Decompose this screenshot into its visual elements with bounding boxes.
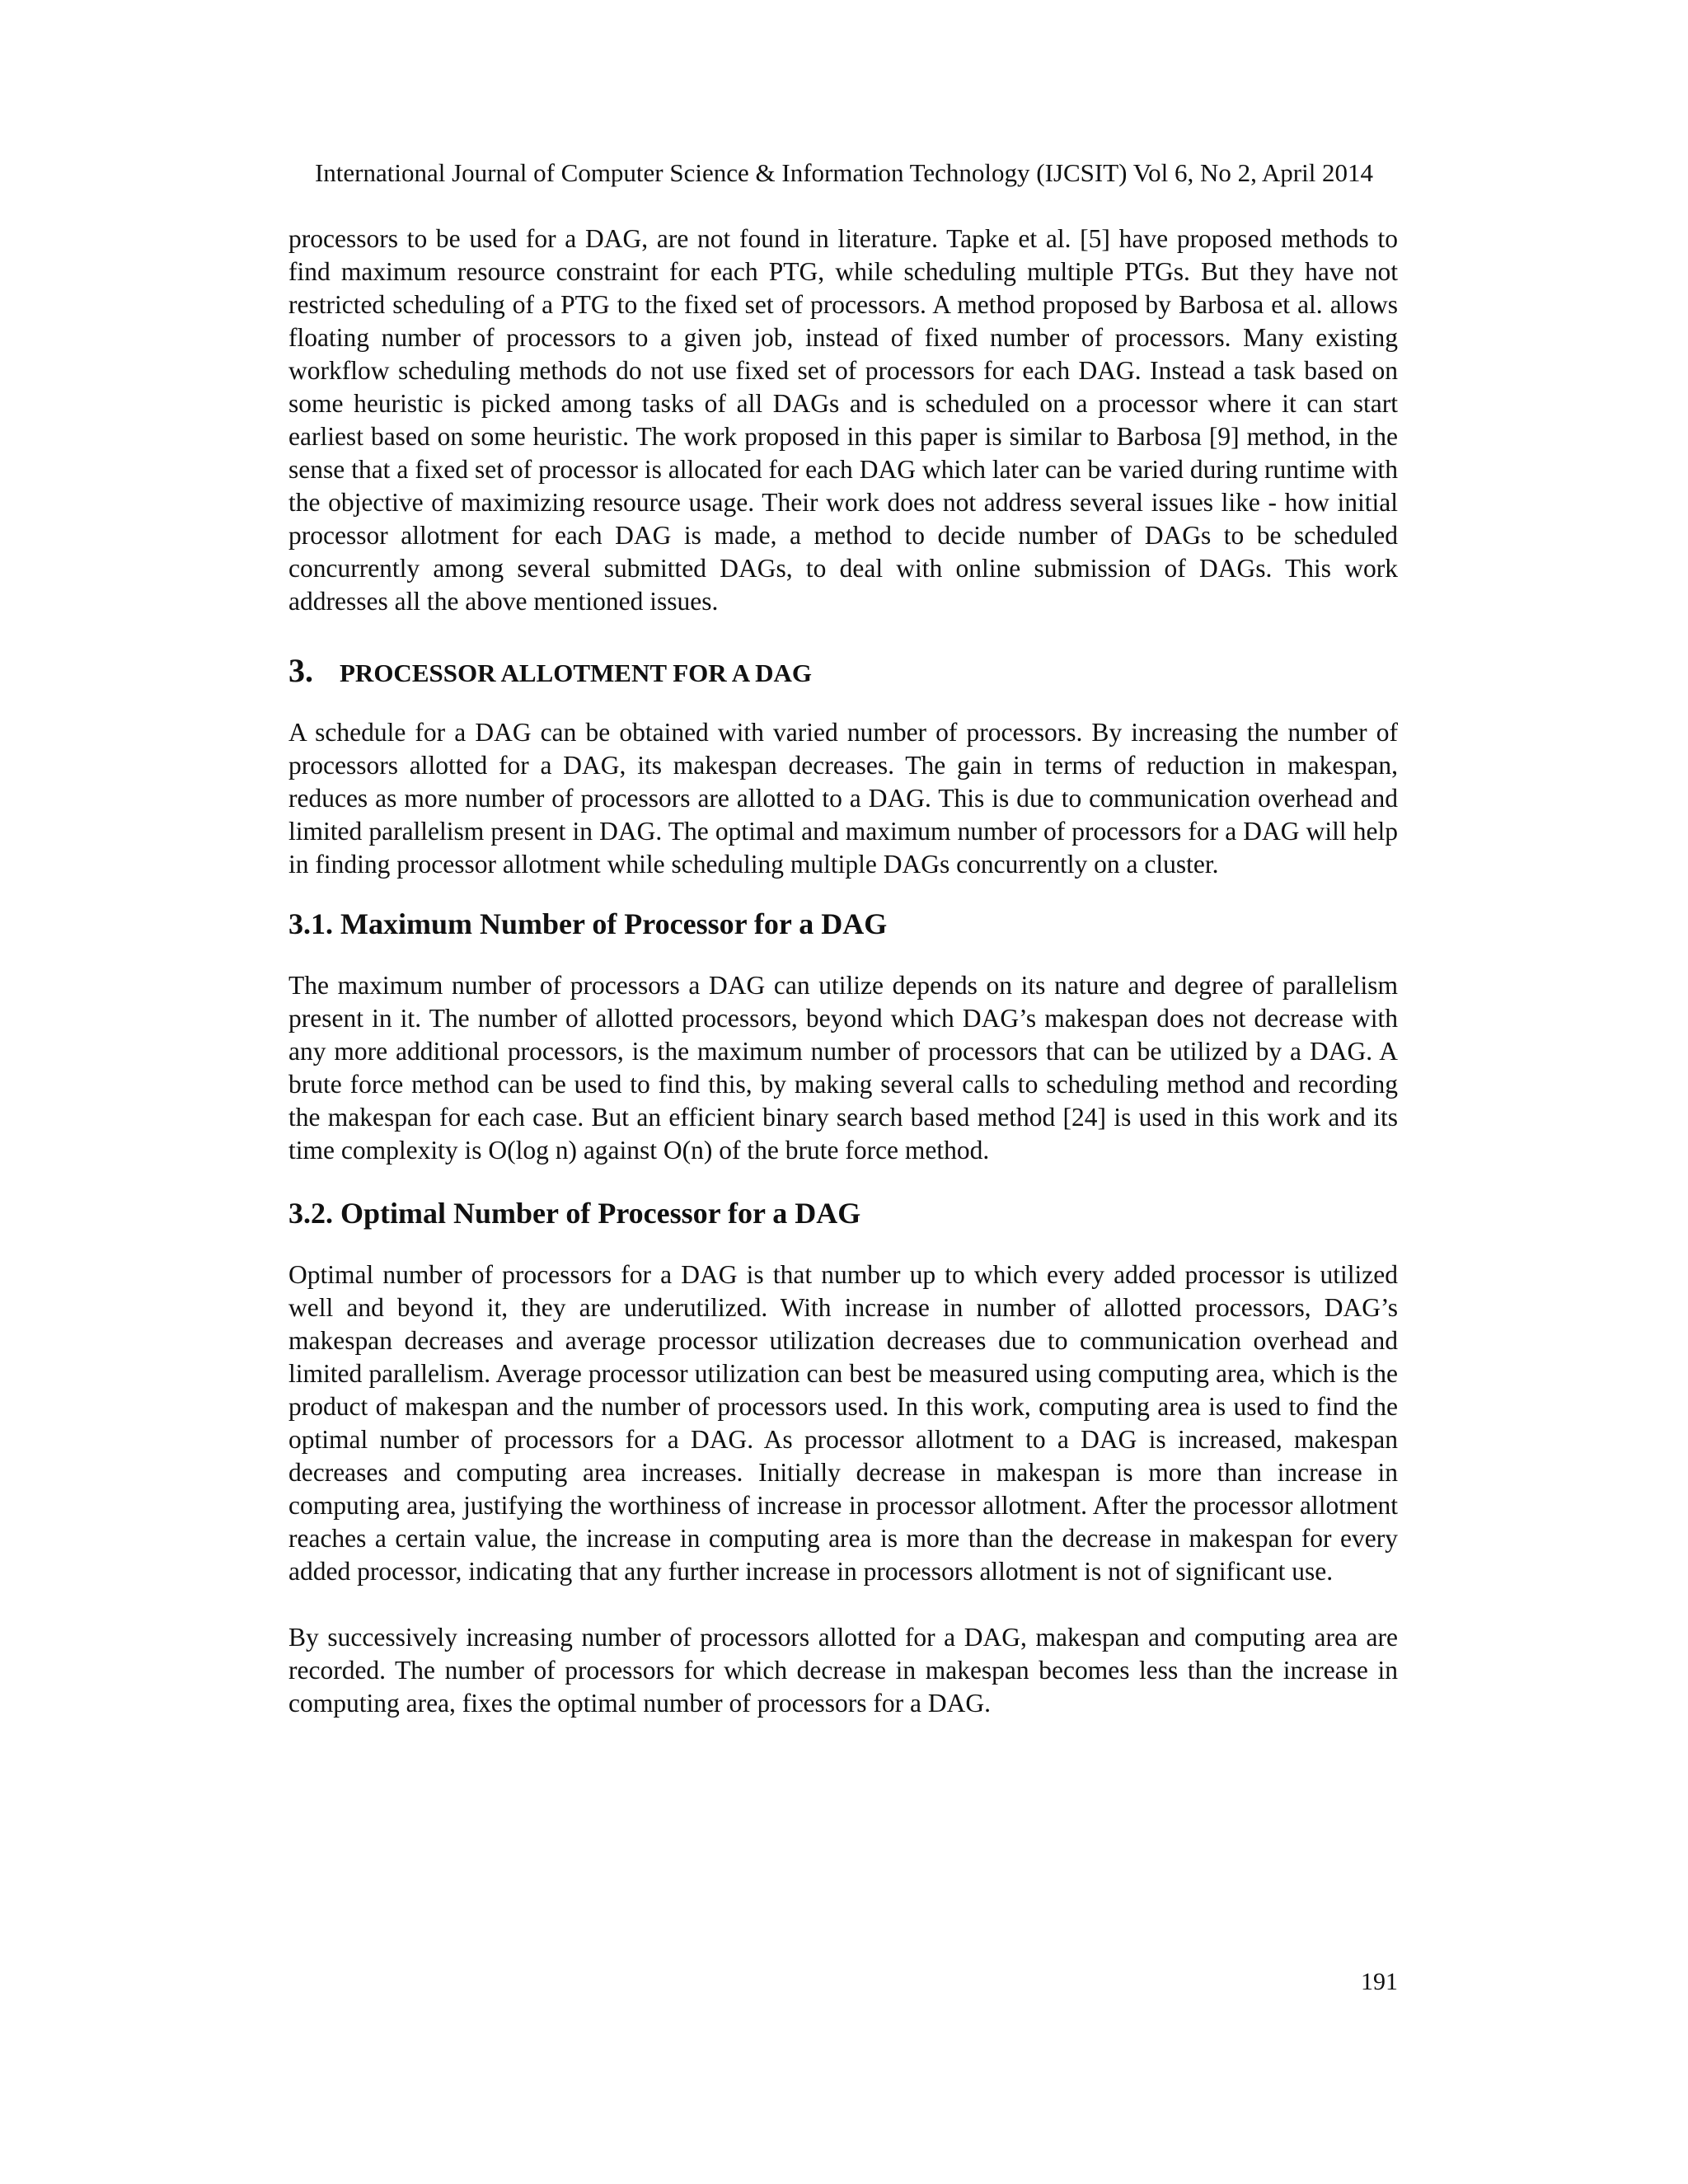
section-3-title: PROCESSOR ALLOTMENT FOR A DAG — [340, 658, 813, 687]
section-3-1-heading: 3.1. Maximum Number of Processor for a DAG — [288, 907, 888, 940]
section-3-1-paragraph: The maximum number of processors a DAG can utilize depends on its nature and degree of parallelism present in it. The number of allotted processors, beyond which DAG’s makespan does not decrease with any more additional processors, is the maximum number of processors that can be utilized by a DAG. A brute force method can be used to find this, by making several calls to scheduling method and recording the makespan for each case. But an efficient binary search based method [24] is used in this work and its time complexity is O(log n) against O(n) of the brute force method. — [288, 971, 1398, 1165]
running-header: International Journal of Computer Science & Information Technology (IJCSIT) Vol 6, No 2, April 2014 — [314, 158, 1374, 187]
section-3-paragraph: A schedule for a DAG can be obtained with varied number of processors. By increasing the number of processors allotted for a DAG, its makespan decreases. The gain in terms of reduction in makespan, reduces as more number of processors are allotted to a DAG. This is due to communication overhead and limited parallelism present in DAG. The optimal and maximum number of processors for a DAG will help in finding processor allotment while scheduling multiple DAGs concurrently on a cluster. — [288, 718, 1398, 879]
section-3-heading — [288, 651, 1398, 690]
main-content — [288, 223, 1398, 1720]
section-3-number: 3. — [288, 652, 313, 689]
page-number: 191 — [1361, 1968, 1398, 1995]
intro-paragraph: processors to be used for a DAG, are not found in literature. Tapke et al. [5] have proposed methods to find maximum resource constraint for each PTG, while scheduling multiple PTGs. But they have not restricted scheduling of a PTG to the fixed set of processors. A method proposed by Barbosa et al. allows floating number of processors to a given job, instead of fixed number of processors. Many existing workflow scheduling methods do not use fixed set of processors for each DAG. Instead a task based on some heuristic is picked among tasks of all DAGs and is scheduled on a processor where it can start earliest based on some heuristic. The work proposed in this paper is similar to Barbosa [9] method, in the sense that a fixed set of processor is allocated for each DAG which later can be varied during runtime with the objective of maximizing resource usage. Their work does not address several issues like - how initial processor allotment for each DAG is made, a method to decide number of DAGs to be scheduled concurrently among several submitted DAGs, to deal with online submission of DAGs. This work addresses all the above mentioned issues. — [288, 224, 1398, 616]
section-3-2-heading: 3.2. Optimal Number of Processor for a DAG — [288, 1197, 861, 1230]
section-3-2-paragraph-1: Optimal number of processors for a DAG is that number up to which every added processor is utilized well and beyond it, they are underutilized. With increase in number of allotted processors, DAG’s makespan decreases and average processor utilization decreases due to communication overhead and limited parallelism. Average processor utilization can best be measured using computing area, which is the product of makespan and the number of processors used. In this work, computing area is used to find the optimal number of processors for a DAG. As processor allotment to a DAG is increased, makespan decreases and computing area increases. Initially decrease in makespan is more than increase in computing area, justifying the worthiness of increase in processor allotment. After the processor allotment reaches a certain value, the increase in computing area is more than the decrease in makespan for every added processor, indicating that any further increase in processors allotment is not of significant use. — [288, 1260, 1398, 1586]
section-3-2-paragraph-2: By successively increasing number of processors allotted for a DAG, makespan and computing area are recorded. The number of processors for which decrease in makespan becomes less than the increase in computing area, fixes the optimal number of processors for a DAG. — [288, 1623, 1398, 1718]
